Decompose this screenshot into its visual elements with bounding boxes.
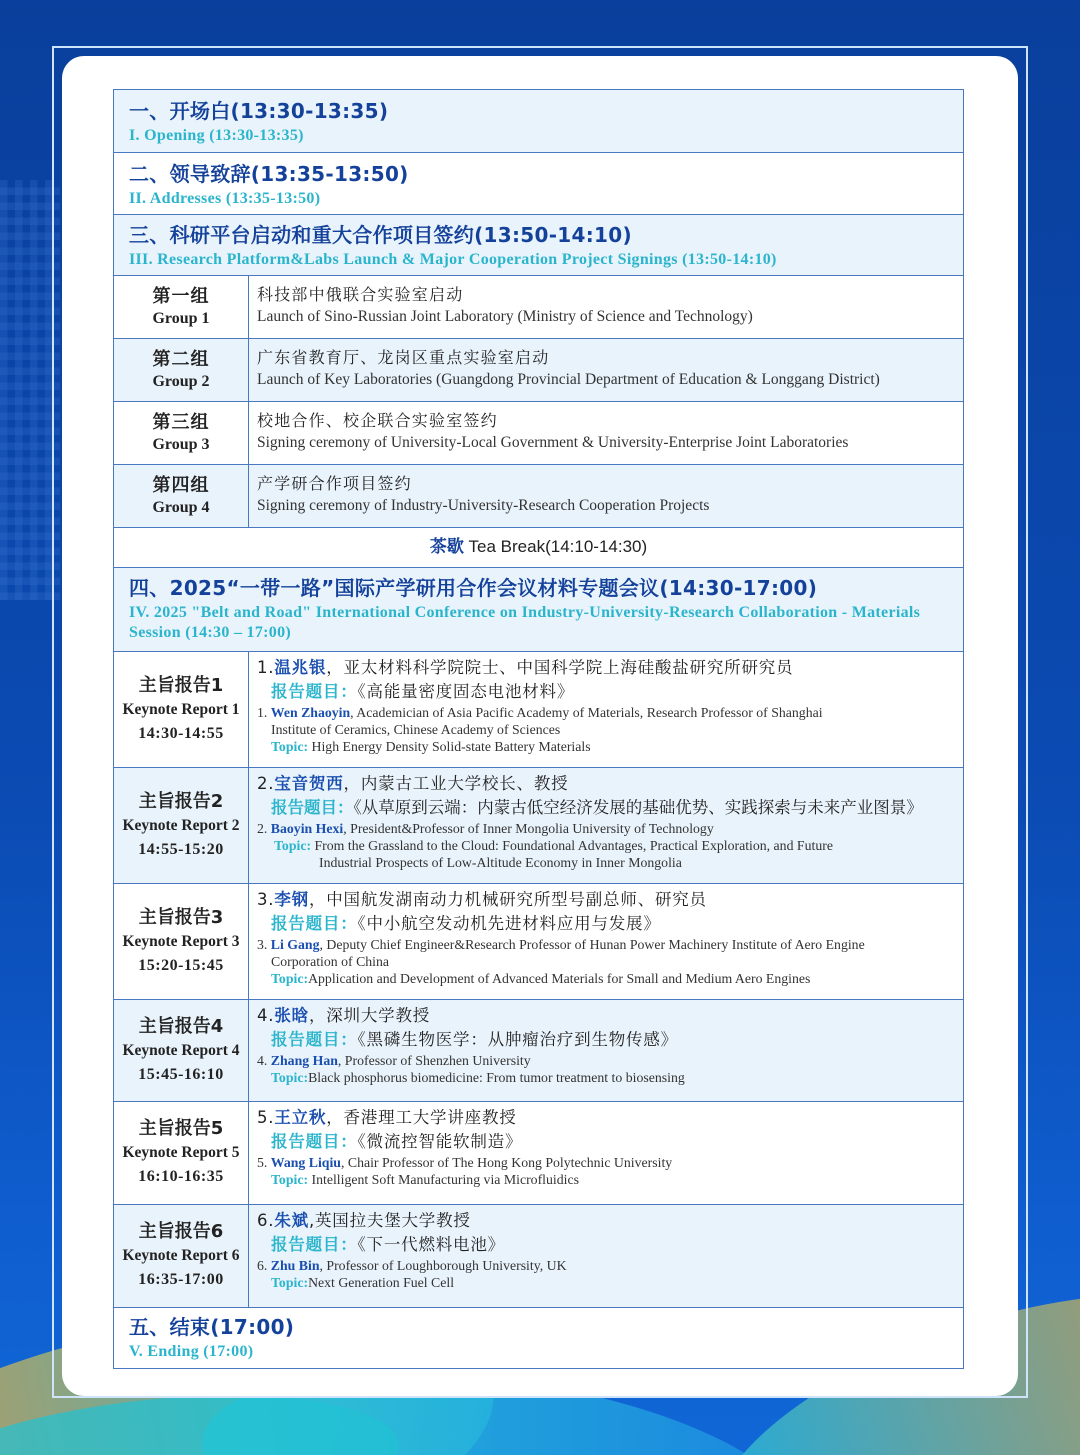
- topic-title-en: Intelligent Soft Manufacturing via Microfluidics: [308, 1172, 579, 1187]
- speaker-number-en: 6.: [257, 1258, 271, 1273]
- topic-label-en: Topic:: [271, 1275, 309, 1290]
- speaker-name-en: Baoyin Hexi: [270, 821, 344, 836]
- topic-line-cn: [257, 1130, 963, 1154]
- keynote-label: [114, 1102, 249, 1204]
- keynote-label-en: Keynote Report 2: [122, 816, 240, 834]
- keynote-time: 14:30-14:55: [138, 724, 224, 742]
- topic-line-en: [257, 837, 963, 854]
- speaker-title-cn: ,英国拉夫堡大学教授: [308, 1211, 471, 1230]
- group-label-en: Group 4: [152, 499, 210, 516]
- topic-line-cn: [257, 912, 963, 936]
- speaker-title-en: , Professor of Shenzhen University: [337, 1053, 531, 1068]
- keynote-label: [114, 652, 249, 767]
- keynote-label: [114, 1205, 249, 1307]
- keynote-label-cn: 主旨报告5: [138, 1118, 224, 1139]
- section-title-en: I. Opening (13:30-13:35): [129, 127, 304, 144]
- group-row: [114, 338, 963, 401]
- speaker-title-en: , Deputy Chief Engineer&Research Professor of Hunan Power Machinery Institute of Aero Engine: [319, 937, 865, 952]
- group-row: [114, 275, 963, 338]
- topic-title-en: Next Generation Fuel Cell: [308, 1275, 455, 1290]
- keynote-time: 14:55-15:20: [138, 840, 224, 858]
- keynote-label-en: Keynote Report 3: [122, 932, 240, 950]
- keynote-time: 16:10-16:35: [138, 1168, 224, 1185]
- group-desc-en: Launch of Key Laboratories (Guangdong Provincial Department of Education & Longgang District): [257, 371, 880, 388]
- group-label-cn: 第三组: [152, 412, 210, 433]
- keynote-row: [114, 1101, 963, 1204]
- section-title-cn: 二、领导致辞(13:35-13:50): [129, 162, 409, 186]
- section-addresses: [114, 152, 963, 214]
- topic-label-cn: 报告题目：: [271, 798, 354, 817]
- topic-line-en: [257, 1069, 963, 1086]
- group-label-cn: 第一组: [152, 286, 210, 307]
- speaker-number-en: 5.: [257, 1155, 271, 1170]
- group-desc-en: Launch of Sino-Russian Joint Laboratory (Ministry of Science and Technology): [257, 308, 753, 325]
- section-opening: [114, 90, 963, 152]
- topic-label-en: Topic:: [271, 739, 309, 754]
- speaker-line-en: [257, 704, 963, 721]
- speaker-title-en-cont: Corporation of China: [271, 954, 390, 969]
- topic-line-en: [257, 970, 963, 987]
- section-title-en: IV. 2025 "Belt and Road" International Conference on Industry-University-Research Collaboration - Materials Session (14:30 – 17:00): [129, 604, 921, 641]
- topic-line-en: [257, 738, 963, 755]
- topic-label-cn: 报告题目：: [271, 682, 358, 701]
- speaker-title-en: , Chair Professor of The Hong Kong Polytechnic University: [340, 1155, 673, 1170]
- group-desc-en: Signing ceremony of University-Local Government & University-Enterprise Joint Laboratories: [257, 434, 849, 451]
- speaker-title-en: , Academician of Asia Pacific Academy of Materials, Research Professor of Shanghai: [350, 705, 823, 720]
- decorative-pixel-pattern: [0, 180, 60, 600]
- speaker-title-cn: ，亚太材料科学院院士、中国科学院上海硅酸盐研究所研究员: [326, 658, 794, 677]
- speaker-number: 2.: [257, 774, 275, 793]
- section-ending: [114, 1307, 963, 1368]
- section-title-cn: 四、2025“一带一路”国际产学研用合作会议材料专题会议(14:30-17:00): [129, 576, 818, 600]
- keynote-time: 15:20-15:45: [138, 956, 224, 974]
- keynote-details: [249, 652, 963, 767]
- group-label: [114, 276, 249, 338]
- keynote-row: [114, 883, 963, 999]
- group-description: [249, 465, 963, 527]
- group-label: [114, 465, 249, 527]
- agenda-table: [113, 89, 964, 1369]
- group-label-cn: 第四组: [152, 475, 210, 496]
- keynote-details: [249, 768, 963, 883]
- topic-label-cn: 报告题目：: [271, 1235, 358, 1254]
- keynote-row: [114, 651, 963, 767]
- speaker-name-en: Li Gang: [270, 937, 320, 952]
- group-label-cn: 第二组: [152, 349, 210, 370]
- speaker-title-cn: ，中国航发湖南动力机械研究所型号副总师、研究员: [308, 890, 707, 909]
- topic-title-en: Black phosphorus biomedicine: From tumor treatment to biosensing: [308, 1070, 685, 1085]
- group-description: [249, 276, 963, 338]
- speaker-line-cn: [257, 656, 963, 680]
- group-label: [114, 339, 249, 401]
- topic-line-cn: [257, 680, 963, 704]
- keynote-details: [249, 1205, 963, 1307]
- topic-label-en: Topic:: [274, 838, 312, 853]
- speaker-line-cn: [257, 1209, 963, 1233]
- speaker-line-en: [257, 820, 963, 837]
- keynote-label-en: Keynote Report 1: [122, 700, 240, 718]
- speaker-title-cn: ，香港理工大学讲座教授: [326, 1108, 517, 1127]
- keynote-label-en: Keynote Report 4: [122, 1041, 240, 1059]
- group-label-en: Group 2: [152, 373, 210, 390]
- speaker-line-cn: [257, 1004, 963, 1028]
- section-title-cn: 一、开场白(13:30-13:35): [129, 99, 389, 123]
- speaker-name-cn: 宝音贺西: [274, 774, 344, 793]
- keynote-row: [114, 767, 963, 883]
- speaker-line-cn: [257, 772, 963, 796]
- speaker-name-cn: 李钢: [274, 890, 309, 909]
- speaker-number: 1.: [257, 658, 275, 677]
- speaker-line-en: [257, 1154, 963, 1171]
- keynote-label-cn: 主旨报告4: [138, 1015, 224, 1037]
- section-materials-conference: [114, 567, 963, 651]
- speaker-title-en-cont: Institute of Ceramics, Chinese Academy of Sciences: [271, 722, 561, 737]
- section-title-en: V. Ending (17:00): [129, 1343, 254, 1360]
- speaker-name-en: Wen Zhaoyin: [270, 705, 351, 720]
- topic-title-en-cont: Industrial Prospects of Low-Altitude Economy in Inner Mongolia: [319, 855, 682, 870]
- speaker-name-en: Zhang Han: [270, 1053, 338, 1068]
- topic-title-cn: 《黑磷生物医学：从肿瘤治疗到生物传感》: [357, 1030, 678, 1049]
- speaker-line-en: [257, 936, 963, 953]
- keynote-label-en: Keynote Report 5: [122, 1144, 240, 1161]
- group-label: [114, 402, 249, 464]
- speaker-name-cn: 朱斌: [274, 1211, 309, 1230]
- group-row: [114, 401, 963, 464]
- keynote-row: [114, 1204, 963, 1307]
- speaker-number: 6.: [257, 1211, 275, 1230]
- group-description: [249, 339, 963, 401]
- speaker-name-cn: 王立秋: [274, 1108, 327, 1127]
- topic-label-en: Topic:: [271, 1172, 309, 1187]
- keynote-label-en: Keynote Report 6: [122, 1247, 240, 1264]
- keynote-label-cn: 主旨报告3: [138, 906, 224, 928]
- keynote-details: [249, 1102, 963, 1204]
- topic-label-en: Topic:: [271, 971, 309, 986]
- topic-title-en: Application and Development of Advanced Materials for Small and Medium Aero Engines: [308, 971, 811, 986]
- speaker-title-cn: ，内蒙古工业大学校长、教授: [343, 774, 569, 793]
- speaker-name-cn: 张晗: [274, 1006, 309, 1025]
- topic-line-en: [257, 1274, 963, 1291]
- group-desc-cn: 广东省教育厅、龙岗区重点实验室启动: [257, 348, 550, 367]
- speaker-line-cn: [257, 888, 963, 912]
- keynote-label-cn: 主旨报告2: [138, 790, 224, 812]
- speaker-number: 3.: [257, 890, 275, 909]
- speaker-number-en: 3.: [257, 937, 271, 952]
- keynote-time: 15:45-16:10: [138, 1065, 224, 1083]
- section-title-cn: 五、结束(17:00): [129, 1315, 295, 1339]
- topic-line-cn: [257, 1233, 963, 1257]
- section-title-en: II. Addresses (13:35-13:50): [129, 190, 321, 207]
- topic-line-en: [257, 1171, 963, 1188]
- topic-label-cn: 报告题目：: [271, 1030, 358, 1049]
- speaker-name-en: Zhu Bin: [270, 1258, 320, 1273]
- speaker-title-en: , President&Professor of Inner Mongolia University of Technology: [343, 821, 714, 836]
- topic-label-en: Topic:: [271, 1070, 309, 1085]
- speaker-number-en: 2.: [257, 821, 271, 836]
- keynote-label-cn: 主旨报告6: [138, 1221, 224, 1242]
- speaker-name-cn: 温兆银: [274, 658, 327, 677]
- group-description: [249, 402, 963, 464]
- speaker-number-en: 1.: [257, 705, 271, 720]
- group-desc-cn: 产学研合作项目签约: [257, 474, 412, 493]
- section-title-en: III. Research Platform&Labs Launch & Major Cooperation Project Signings (13:50-14:10): [129, 251, 777, 268]
- topic-label-cn: 报告题目：: [271, 1132, 358, 1151]
- speaker-name-en: Wang Liqiu: [270, 1155, 341, 1170]
- topic-title-cn: 《下一代燃料电池》: [357, 1235, 505, 1254]
- group-desc-cn: 科技部中俄联合实验室启动: [257, 285, 464, 304]
- topic-line-cn: [257, 1028, 963, 1052]
- tea-break-en: Tea Break(14:10-14:30): [463, 537, 648, 556]
- speaker-title-en: , Professor of Loughborough University, UK: [319, 1258, 567, 1273]
- speaker-number: 4.: [257, 1006, 275, 1025]
- keynote-row: [114, 999, 963, 1101]
- section-signings: [114, 214, 963, 275]
- speaker-line-en: [257, 1052, 963, 1069]
- group-label-en: Group 3: [152, 436, 210, 453]
- topic-title-en: From the Grassland to the Cloud: Foundational Advantages, Practical Exploration, and Future: [311, 838, 833, 853]
- topic-title-en: High Energy Density Solid-state Battery Materials: [308, 739, 591, 754]
- speaker-title-cn: ，深圳大学教授: [308, 1006, 431, 1025]
- keynote-label: [114, 884, 249, 999]
- topic-title-cn: 《高能量密度固态电池材料》: [357, 682, 575, 701]
- group-label-en: Group 1: [152, 310, 210, 327]
- speaker-line-en: [257, 1257, 963, 1274]
- keynote-label: [114, 1000, 249, 1101]
- keynote-time: 16:35-17:00: [138, 1271, 224, 1288]
- keynote-label-cn: 主旨报告1: [138, 674, 224, 696]
- tea-break-row: [114, 527, 963, 567]
- group-desc-cn: 校地合作、校企联合实验室签约: [257, 411, 498, 430]
- topic-label-cn: 报告题目：: [271, 914, 358, 933]
- topic-title-cn: 《微流控智能软制造》: [357, 1132, 523, 1151]
- speaker-number-en: 4.: [257, 1053, 271, 1068]
- topic-title-cn: 《从草原到云端：内蒙古低空经济发展的基础优势、实践探索与未来产业图景》: [353, 798, 923, 817]
- group-row: [114, 464, 963, 527]
- speaker-number: 5.: [257, 1108, 275, 1127]
- keynote-details: [249, 1000, 963, 1101]
- tea-break-cn: 茶歇: [429, 537, 464, 556]
- keynote-label: [114, 768, 249, 883]
- keynote-details: [249, 884, 963, 999]
- topic-line-cn: [257, 796, 963, 820]
- topic-title-cn: 《中小航空发动机先进材料应用与发展》: [357, 914, 661, 933]
- section-title-cn: 三、科研平台启动和重大合作项目签约(13:50-14:10): [129, 223, 632, 247]
- group-desc-en: Signing ceremony of Industry-University-Research Cooperation Projects: [257, 497, 710, 514]
- speaker-line-cn: [257, 1106, 963, 1130]
